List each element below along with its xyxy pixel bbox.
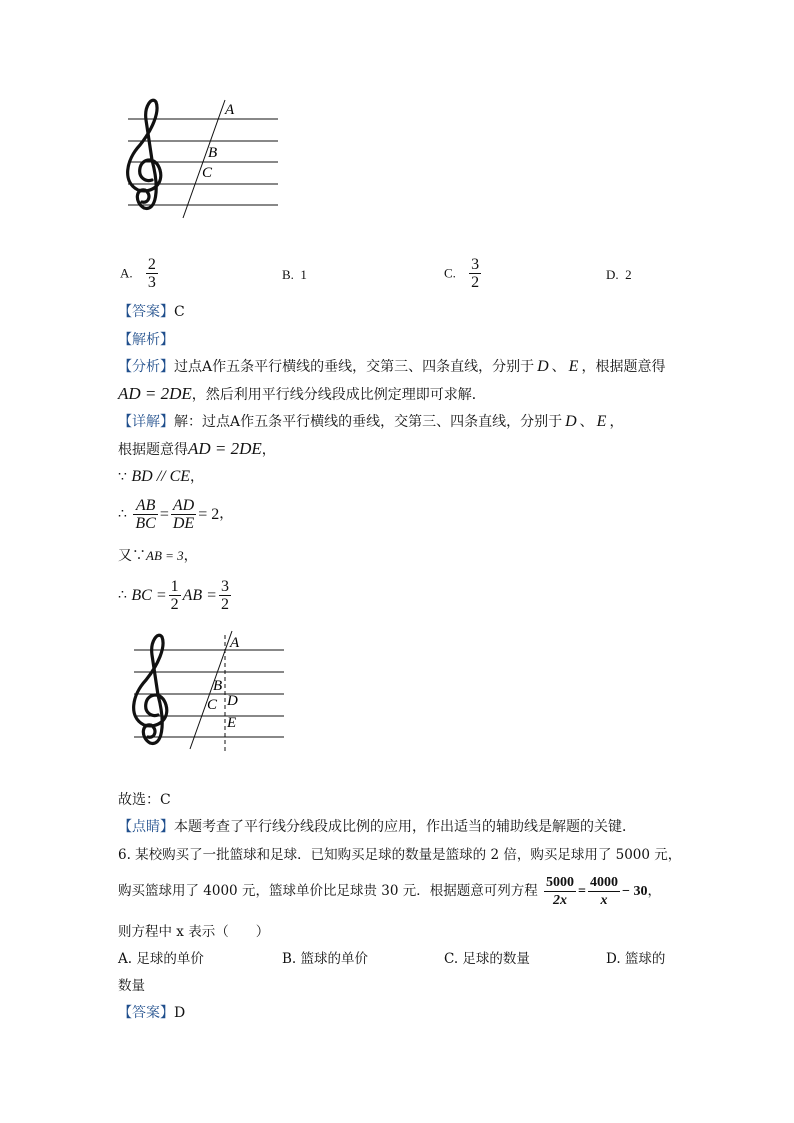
- answer-tag: 【答案】: [118, 304, 174, 320]
- analysis-title: 【解析】: [118, 332, 174, 348]
- option-a-den: 3: [147, 274, 156, 291]
- option-c-den: 2: [471, 274, 480, 291]
- q6-line-2: [118, 874, 661, 909]
- option-c-label: C.: [444, 265, 456, 281]
- separator: 、: [551, 359, 566, 375]
- q6-eq-tail: − 30: [621, 884, 648, 899]
- bc-result: [219, 578, 231, 613]
- answer-tag: 【答案】: [118, 1005, 174, 1021]
- q6-option-c: C. 足球的数量: [444, 951, 530, 967]
- point-E: E: [568, 358, 579, 375]
- ratio-2: [171, 497, 196, 532]
- q6-option-a: A. 足球的单价: [118, 951, 204, 967]
- analysis-line-1: [118, 357, 665, 377]
- because-equation: BD // CE: [131, 468, 191, 485]
- q6-line-3: 则方程中 x 表示（ ）: [118, 924, 270, 940]
- label-A: A: [230, 635, 240, 651]
- separator: 、: [579, 414, 594, 430]
- label-B: B: [208, 145, 218, 161]
- fenxi-text-2: ，根据题意得: [581, 359, 666, 375]
- q6-eq-den1: 2x: [553, 893, 567, 908]
- transversal-line: [183, 100, 225, 218]
- comment-line: [118, 817, 636, 837]
- bc-result-den: 2: [220, 596, 229, 613]
- choose-text: 故选：: [118, 792, 160, 808]
- q6-eq-den2: x: [600, 893, 608, 908]
- option-c-fraction: [469, 256, 481, 291]
- detail-line-bc: [118, 578, 233, 613]
- q6-eq-num1: 5000: [546, 875, 574, 890]
- transversal-line: [190, 631, 232, 749]
- ratio-1-den: BC: [135, 515, 156, 532]
- ratio-2-num: AD: [172, 497, 195, 514]
- ratio-1: [133, 497, 157, 532]
- treble-clef-icon: [134, 635, 167, 743]
- detail-line-also: [118, 546, 198, 566]
- q6-eq-fraction-1: [544, 874, 576, 909]
- fenxi-equation: AD = 2DE: [118, 384, 192, 403]
- detail-line-2: [118, 439, 276, 460]
- bc-lhs: BC =: [131, 587, 167, 604]
- line2-equation: AD = 2DE: [188, 439, 262, 458]
- detail-line-ratio: [118, 497, 233, 532]
- option-a-label: A.: [120, 265, 133, 281]
- q6-eq-fraction-2: [588, 874, 620, 909]
- ratio-end: ，: [219, 506, 234, 522]
- option-b-value: 1: [300, 267, 307, 282]
- bc-mid: AB =: [182, 587, 217, 604]
- answer-6: [118, 1003, 185, 1023]
- ratio-1-num: AB: [133, 497, 157, 515]
- fenxi-tag: 【分析】: [118, 359, 174, 375]
- label-B: B: [213, 678, 223, 694]
- ratio-2-den: DE: [172, 515, 195, 532]
- xiangjie-text-1: 解：过点A作五条平行横线的垂线，交第三、四条直线，分别于: [174, 414, 563, 430]
- q6-option-wrap: 数量: [118, 978, 145, 994]
- also-equation: AB = 3: [146, 548, 184, 563]
- equals-sign: =: [159, 506, 169, 523]
- label-E: E: [227, 715, 237, 731]
- xiangjie-tag: 【详解】: [118, 414, 174, 430]
- also-text: 又∵: [118, 548, 146, 564]
- option-d-label: D.: [606, 267, 619, 282]
- label-D: D: [227, 693, 238, 709]
- label-C: C: [207, 697, 218, 713]
- xiangjie-end: ，: [609, 414, 624, 430]
- figure-staff-2: [120, 625, 295, 755]
- option-d: [606, 265, 632, 285]
- figure-staff-1: [112, 90, 292, 225]
- option-a-fraction: [146, 256, 158, 291]
- therefore-symbol: ∴: [118, 587, 127, 603]
- detail-line-because: [118, 467, 204, 487]
- comment-text: 本题考查了平行线分线段成比例的应用，作出适当的辅助线是解题的关键．: [174, 819, 636, 835]
- bc-result-num: 3: [220, 578, 229, 595]
- fenxi-text-1: 过点A作五条平行横线的垂线，交第三、四条直线，分别于: [174, 359, 535, 375]
- option-b-label: B.: [282, 267, 294, 282]
- label-A: A: [225, 102, 235, 118]
- bc-half: [169, 578, 181, 613]
- answer-value: C: [174, 304, 185, 320]
- answer-5: [118, 302, 185, 322]
- bc-half-den: 2: [170, 596, 179, 613]
- point-D: D: [565, 413, 577, 430]
- q6-eq-num2: 4000: [589, 875, 618, 890]
- option-a-num: 2: [147, 256, 156, 273]
- q6-option-d: D. 篮球的: [606, 951, 666, 967]
- point-D: D: [537, 358, 549, 375]
- option-b: [282, 265, 307, 285]
- q6-option-b: B. 篮球的单价: [282, 951, 369, 967]
- point-E: E: [596, 413, 607, 430]
- choose-value: C: [160, 792, 171, 808]
- label-C: C: [202, 165, 213, 181]
- answer-value: D: [174, 1005, 186, 1021]
- q6-eq-equals: =: [578, 884, 586, 899]
- line2-text: 根据题意得: [118, 442, 188, 458]
- because-symbol: ∵: [118, 469, 127, 485]
- also-end: ，: [183, 548, 198, 564]
- q6-line2-text: 购买篮球用了 4000 元，篮球单价比足球贵 30 元．根据题意可列方程: [118, 883, 538, 899]
- detail-line-1: [118, 412, 623, 432]
- option-a: [120, 256, 160, 291]
- treble-clef-icon: [128, 100, 161, 208]
- option-d-value: 2: [625, 267, 632, 282]
- q6-line-1: 6. 某校购买了一批篮球和足球．已知购买足球的数量是篮球的 2 倍，购买足球用了 5000 元，: [118, 847, 682, 863]
- fenxi-text-3: ，然后利用平行线分线段成比例定理即可求解．: [191, 387, 486, 403]
- ratio-value: = 2: [198, 506, 220, 523]
- option-c: [444, 256, 483, 291]
- comment-tag: 【点睛】: [118, 819, 174, 835]
- q6-line2-end: ，: [647, 883, 661, 899]
- analysis-line-2: [118, 384, 486, 405]
- option-c-num: 3: [471, 256, 480, 273]
- line2-end: ，: [261, 442, 276, 458]
- because-end: ，: [190, 469, 205, 485]
- choose-line: [118, 790, 171, 810]
- bc-half-num: 1: [170, 578, 179, 595]
- therefore-symbol: ∴: [118, 506, 127, 522]
